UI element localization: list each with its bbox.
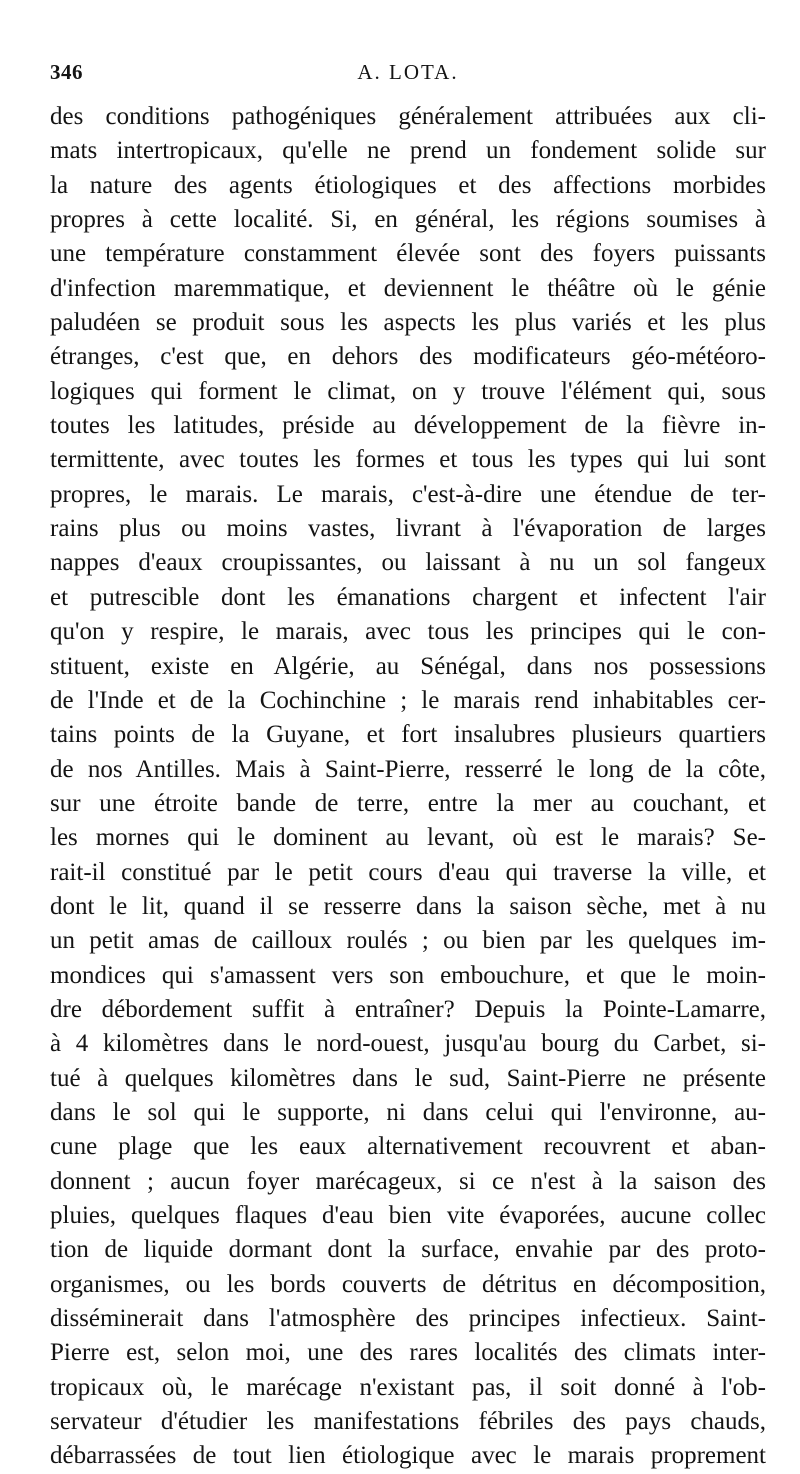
text-line: dre débordement suffit à entraîner? Depuis la Pointe-Lamarre,	[50, 995, 766, 1023]
text-line: sur une étroite bande de terre, entre la mer au couchant, et	[50, 789, 766, 817]
text-line: pluies, quelques flaques d'eau bien vite évaporées, aucune collec	[50, 1202, 766, 1229]
text-line: mats intertropicaux, qu'elle ne prend un fondement solide sur	[50, 137, 766, 165]
text-line: logiques qui forment le climat, on y trouve l'élément qui, sous	[50, 377, 766, 405]
text-line: débarrassées de tout lien étiologique avec le marais proprement	[50, 1442, 766, 1470]
text-line: donnent ; aucun foyer marécageux, si ce n'est à la saison des	[50, 1167, 766, 1195]
body-paragraph	[50, 100, 766, 1474]
text-line: tion de liquide dormant dont la surface, envahie par des proto-	[50, 1236, 766, 1264]
text-line: cune plage que les eaux alternativement recouvrent et aban-	[50, 1133, 766, 1161]
text-line: de nos Antilles. Mais à Saint-Pierre, resserré le long de la côte,	[50, 755, 766, 783]
text-line: stituent, existe en Algérie, au Sénégal, dans nos possessions	[50, 652, 766, 680]
page-number: 346	[50, 60, 83, 84]
text-line: disséminerait dans l'atmosphère des principes infectieux. Saint-	[50, 1305, 766, 1333]
text-line: des conditions pathogéniques généralement attribuées aux cli-	[50, 103, 766, 130]
text-line: étranges, c'est que, en dehors des modificateurs géo-météoro-	[50, 343, 766, 371]
running-head-author: A. LOTA.	[357, 60, 459, 84]
text-line: un petit amas de cailloux roulés ; ou bien par les quelques im-	[50, 927, 766, 955]
text-line: paludéen se produit sous les aspects les plus variés et les plus	[50, 309, 766, 337]
text-line: nappes d'eaux croupissantes, ou laissant à nu un sol fangeux	[50, 549, 766, 577]
text-line: servateur d'étudier les manifestations fébriles des pays chauds,	[50, 1408, 766, 1436]
text-line: et putrescible dont les émanations chargent et infectent l'air	[50, 583, 766, 611]
text-line: les mornes qui le dominent au levant, où est le marais? Se-	[50, 824, 766, 852]
text-line: de l'Inde et de la Cochinchine ; le marais rend inhabitables cer-	[50, 686, 766, 714]
text-line: dans le sol qui le supporte, ni dans celui qui l'environne, au-	[50, 1098, 766, 1126]
text-line: toutes les latitudes, préside au développement de la fièvre in-	[50, 412, 766, 440]
text-line: tué à quelques kilomètres dans le sud, Saint-Pierre ne présente	[50, 1064, 766, 1092]
running-head	[50, 60, 766, 94]
text-line: termittente, avec toutes les formes et tous les types qui lui sont	[50, 446, 766, 474]
text-line: à 4 kilomètres dans le nord-ouest, jusqu'au bourg du Carbet, si-	[50, 1030, 766, 1058]
text-line: dont le lit, quand il se resserre dans la saison sèche, met à nu	[50, 892, 766, 920]
text-line: rait-il constitué par le petit cours d'eau qui traverse la ville, et	[50, 858, 766, 886]
text-line: tropicaux où, le marécage n'existant pas, il soit donné à l'ob-	[50, 1373, 766, 1401]
text-line: rains plus ou moins vastes, livrant à l'évaporation de larges	[50, 515, 766, 543]
text-line: qu'on y respire, le marais, avec tous les principes qui le con-	[50, 618, 766, 646]
text-line: une température constamment élevée sont des foyers puissants	[50, 240, 766, 268]
text-line: Pierre est, selon moi, une des rares localités des climats inter-	[50, 1339, 766, 1367]
text-line: d'infection maremmatique, et deviennent le théâtre où le génie	[50, 274, 766, 302]
text-line: organismes, ou les bords couverts de détritus en décomposition,	[50, 1270, 766, 1298]
text-line: tains points de la Guyane, et fort insalubres plusieurs quartiers	[50, 721, 766, 749]
text-line: propres à cette localité. Si, en général, les régions soumises à	[50, 206, 766, 234]
text-line: mondices qui s'amassent vers son embouchure, et que le moin-	[50, 961, 766, 989]
text-line: la nature des agents étiologiques et des affections morbides	[50, 171, 766, 199]
text-line: propres, le marais. Le marais, c'est-à-dire une étendue de ter-	[50, 480, 766, 508]
